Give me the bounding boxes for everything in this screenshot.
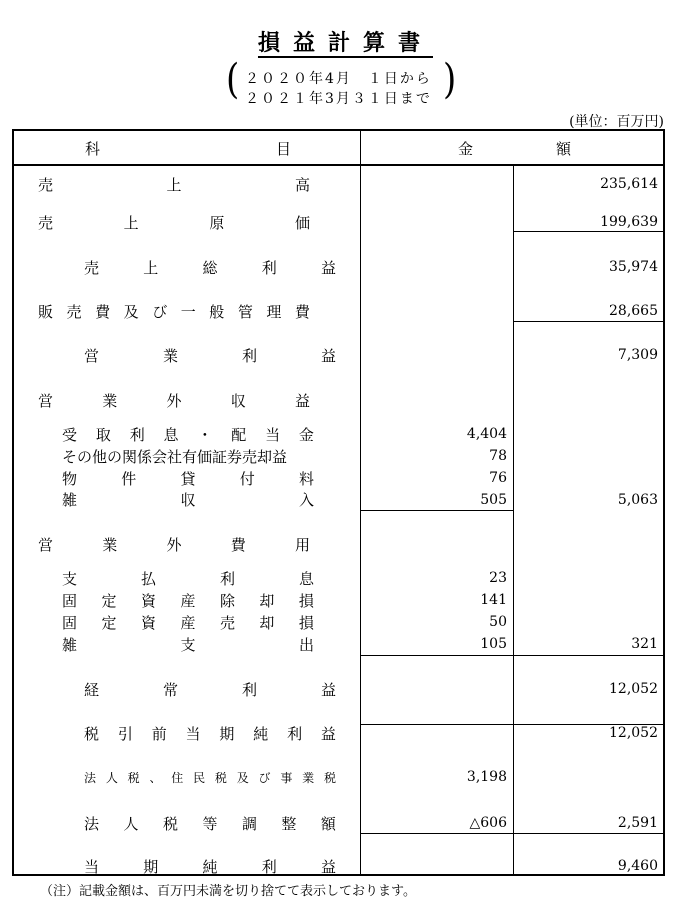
- section-label: 営 業 外 費 用: [38, 536, 310, 554]
- total-value: 35,974: [609, 259, 658, 275]
- total-value: 2,591: [617, 815, 658, 831]
- total-value: 199,639: [600, 214, 658, 230]
- sub-value: 3,198: [466, 769, 507, 785]
- sub-value: 105: [480, 636, 507, 652]
- row-label: 税 引 前 当 期 純 利 益: [84, 725, 336, 743]
- row-label: 営 業 利 益: [84, 347, 336, 365]
- sub-value: 76: [489, 470, 507, 486]
- rule-after-tax-adjustment: [360, 833, 663, 834]
- rule-after-sga: [513, 321, 663, 322]
- section-label: 営 業 外 収 益: [38, 392, 310, 410]
- total-value: 235,614: [600, 176, 658, 192]
- total-value: 28,665: [609, 303, 658, 319]
- header-item-1: 科: [85, 140, 101, 158]
- rule-after-cost: [513, 231, 663, 232]
- row-label: 法 人 税 、 住 民 税 及 び 事 業 税: [84, 771, 336, 785]
- sub-value: 50: [489, 614, 507, 630]
- column-divider-amounts: [513, 165, 514, 874]
- sub-label: 固 定 資 産 除 却 損: [62, 592, 314, 610]
- rule-after-nonop-income: [360, 510, 513, 511]
- sub-label: 受 取 利 息 ・ 配 当 金: [62, 426, 314, 444]
- sub-label: 支 払 利 息: [62, 570, 314, 588]
- header-amount-2: 額: [556, 140, 572, 158]
- sub-value: 78: [489, 448, 507, 464]
- sub-value: 23: [489, 570, 507, 586]
- sub-value: 141: [480, 592, 507, 608]
- sub-label: その他の関係会社有価証券売却益: [62, 448, 288, 466]
- total-value: 12,052: [609, 725, 658, 741]
- column-divider-item-amount: [360, 131, 361, 874]
- footnote: （注）記載金額は、百万円未満を切り捨てて表示しております。: [40, 884, 416, 899]
- sub-value: 4,404: [466, 426, 507, 442]
- sub-label: 固 定 資 産 売 却 損: [62, 614, 314, 632]
- sub-value: △606: [469, 815, 507, 831]
- total-value: 12,052: [609, 681, 658, 697]
- header-item-2: 目: [276, 140, 292, 158]
- row-label: 経 常 利 益: [84, 681, 336, 699]
- row-label: 売 上 高: [38, 176, 310, 194]
- row-label: 当 期 純 利 益: [84, 858, 336, 876]
- period-right-paren: ): [443, 56, 457, 104]
- row-label: 売 上 原 価: [38, 214, 310, 232]
- unit-label: (単位：百万円): [569, 114, 664, 130]
- total-value: 9,460: [617, 858, 658, 874]
- header-amount-1: 金: [458, 140, 474, 158]
- sub-value: 505: [480, 492, 507, 508]
- header-divider: [14, 164, 663, 166]
- sub-label: 物 件 貸 付 料: [62, 470, 314, 488]
- rule-after-nonop-expense: [360, 655, 663, 656]
- row-label: 法 人 税 等 調 整 額: [84, 815, 336, 833]
- statement-title: 損益計算書: [257, 30, 433, 56]
- period-left-paren: (: [226, 56, 240, 104]
- row-label: 売 上 総 利 益: [84, 259, 336, 277]
- total-value: 321: [631, 636, 658, 652]
- sub-label: 雑 支 出: [62, 636, 314, 654]
- period-to: ２０２１年3月３１日まで: [245, 91, 432, 107]
- period-from: ２０２０年4月 １日から: [245, 71, 432, 87]
- sub-label: 雑 収 入: [62, 491, 314, 509]
- total-value: 5,063: [617, 492, 658, 508]
- row-label: 販 売 費 及 び 一 般 管 理 費: [38, 303, 310, 321]
- total-value: 7,309: [617, 347, 658, 363]
